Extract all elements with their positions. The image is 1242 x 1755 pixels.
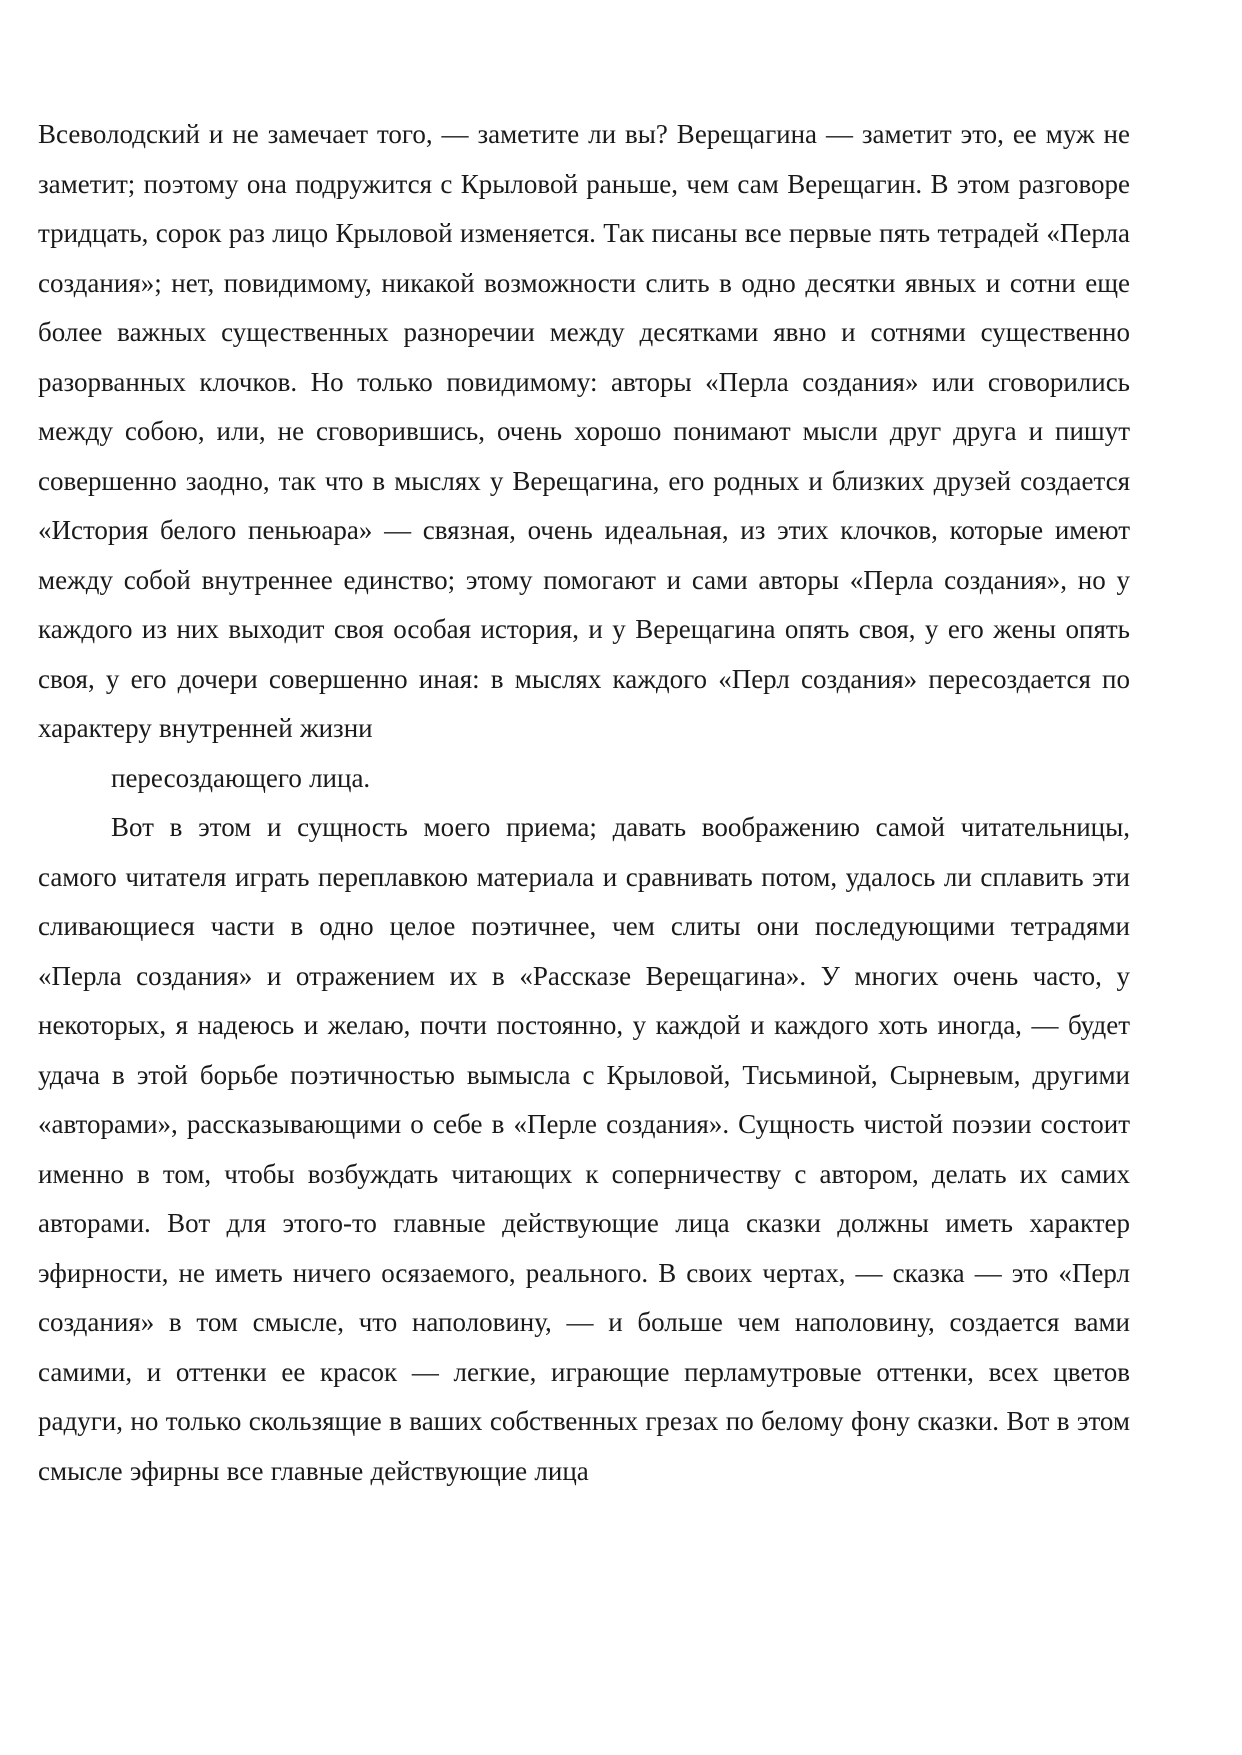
paragraph-1: Всеволодский и не замечает того, — заметите ли вы? Верещагина — заметит это, ее муж не заметит; поэтому она подружится с Крыловой раньше, чем сам Верещагин. В этом разговоре тридцать, сорок раз лицо Крыловой изменяется. Так писаны все первые пять тетрадей «Перла создания»; нет, повидимому, никакой возможности слить в одно десятки явных и сотни еще более важных существенных разноречии между десятками явно и сотнями существенно разорванных клочков. Но только повидимому: авторы «Перла создания» или сговорились между собою, или, не сговорившись, очень хорошо понимают мысли друг друга и пишут совершенно заодно, так что в мыслях у Верещагина, его родных и близких друзей создается «История белого пеньюара» — связная, очень идеальная, из этих клочков, которые имеют между собой внутреннее единство; этому помогают и сами авторы «Перла создания», но у каждого из них выходит своя особая история, и у Верещагина опять своя, у его жены опять своя, у его дочери совершенно иная: в мыслях каждого «Перл создания» пересоздается по характеру внутренней жизни [38, 119, 1130, 743]
paragraph-2: пересоздающего лица. [111, 762, 371, 793]
paragraph-3: Вот в этом и сущность моего приема; давать воображению самой читательницы, самого читателя играть переплавкою материала и сравнивать потом, удалось ли сплавить эти сливающиеся части в одно целое поэтичнее, чем слиты они последующими тетрадями «Перла создания» и отражением их в «Рассказе Верещагина». У многих очень часто, у некоторых, я надеюсь и желаю, почти постоянно, у каждой и каждого хоть иногда, — будет удача в этой борьбе поэтичностью вымысла с Крыловой, Тисьминой, Сырневым, другими «авторами», рассказывающими о себе в «Перле создания». Сущность чистой поэзии состоит именно в том, чтобы возбуждать читающих к соперничеству с автором, делать их самих авторами. Вот для этого-то главные действующие лица сказки должны иметь характер эфирности, не иметь ничего осязаемого, реального. В своих чертах, — сказка — это «Перл создания» в том смысле, что наполовину, — и больше чем наполовину, создается вами самими, и оттенки ее красок — легкие, играющие перламутровые оттенки, всех цветов радуги, но только скользящие в ваших собственных грезах по белому фону сказки. Вот в этом смысле эфирны все главные действующие лица [38, 812, 1130, 1486]
body-text [38, 110, 1130, 1496]
